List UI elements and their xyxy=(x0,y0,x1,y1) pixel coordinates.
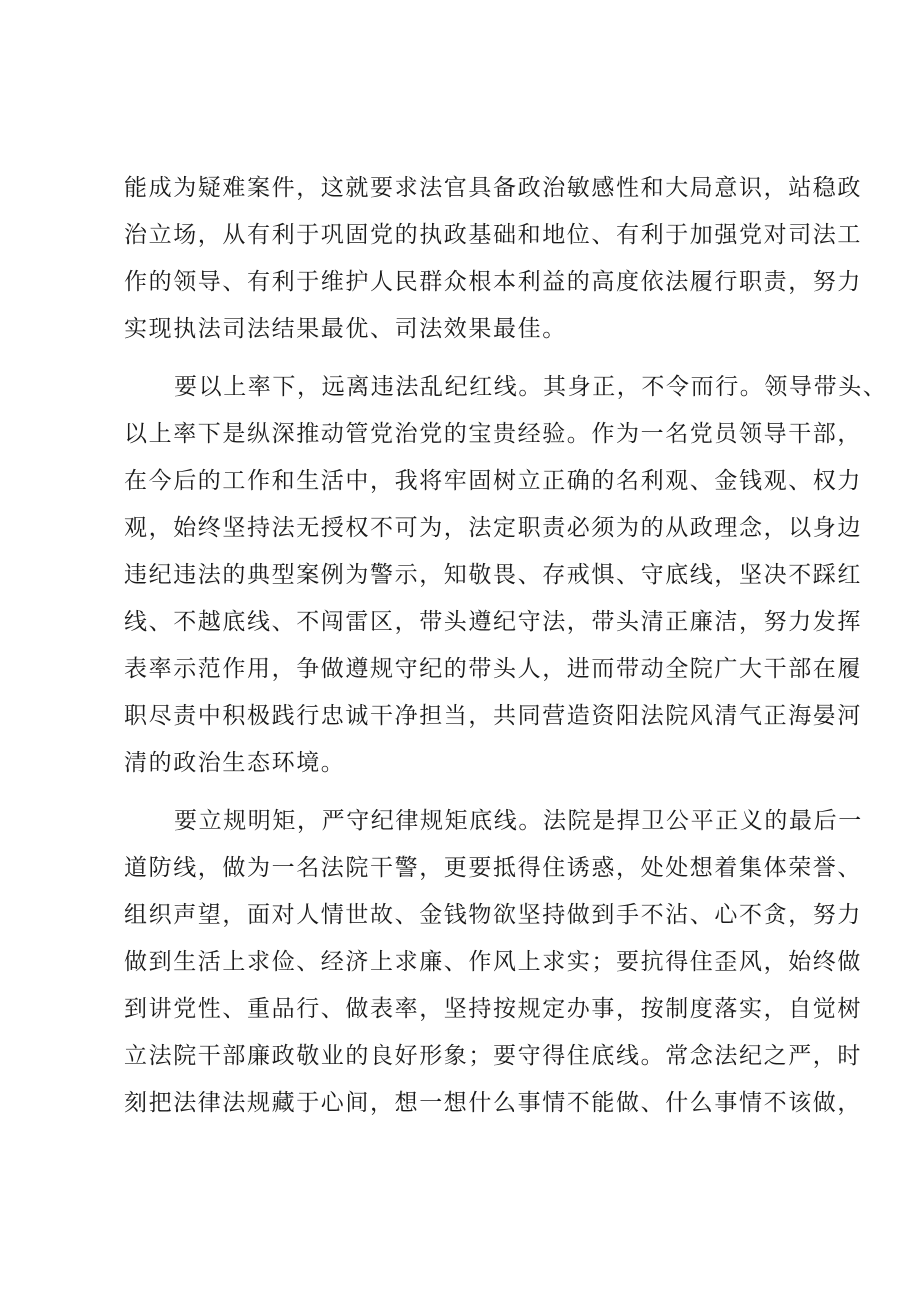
text-line: 治立场，从有利于巩固党的执政基础和地位、有利于加强党对司法工 xyxy=(124,222,862,248)
text-line: 表率示范作用，争做遵规守纪的带头人，进而带动全院广大干部在履 xyxy=(124,656,862,682)
text-line: 观，始终坚持法无授权不可为，法定职责必须为的从政理念，以身边 xyxy=(124,515,862,541)
text-line: 立法院干部廉政敬业的良好形象；要守得住底线。常念法纪之严，时 xyxy=(124,1043,862,1069)
text-line: 职尽责中积极践行忠诚干净担当，共同营造资阳法院风清气正海晏河 xyxy=(124,703,862,729)
document-body xyxy=(124,165,888,1127)
text-line: 作的领导、有利于维护人民群众根本利益的高度依法履行职责，努力 xyxy=(124,269,862,295)
text-line: 实现执法司法结果最优、司法效果最佳。 xyxy=(124,316,567,342)
text-line: 做到生活上求俭、经济上求廉、作风上求实；要抗得住歪风，始终做 xyxy=(124,949,862,975)
text-line: 要立规明矩，严守纪律规矩底线。法院是捍卫公平正义的最后一 xyxy=(174,808,863,834)
paragraph-1 xyxy=(124,165,862,353)
text-line: 到讲党性、重品行、做表率，坚持按规定办事，按制度落实，自觉树 xyxy=(124,996,862,1022)
text-line: 能成为疑难案件，这就要求法官具备政治敏感性和大局意识，站稳政 xyxy=(124,175,862,201)
text-line: 组织声望，面对人情世故、金钱物欲坚持做到手不沾、心不贪，努力 xyxy=(124,902,862,928)
text-line: 以上率下是纵深推动管党治党的宝贵经验。作为一名党员领导干部， xyxy=(124,421,862,447)
text-line: 要以上率下，远离违法乱纪红线。其身正，不令而行。领导带头、 xyxy=(174,374,888,400)
paragraph-3 xyxy=(124,798,863,1127)
text-line: 线、不越底线、不闯雷区，带头遵纪守法，带头清正廉洁，努力发挥 xyxy=(124,609,862,635)
text-line: 在今后的工作和生活中，我将牢固树立正确的名利观、金钱观、权力 xyxy=(124,468,862,494)
paragraph-2 xyxy=(124,364,888,787)
text-line: 道防线，做为一名法院干警，更要抵得住诱惑，处处想着集体荣誉、 xyxy=(124,855,862,881)
text-line: 刻把法律法规藏于心间，想一想什么事情不能做、什么事情不该做， xyxy=(124,1090,862,1116)
text-line: 违纪违法的典型案例为警示，知敬畏、存戒惧、守底线，坚决不踩红 xyxy=(124,562,862,588)
text-line: 清的政治生态环境。 xyxy=(124,750,346,776)
